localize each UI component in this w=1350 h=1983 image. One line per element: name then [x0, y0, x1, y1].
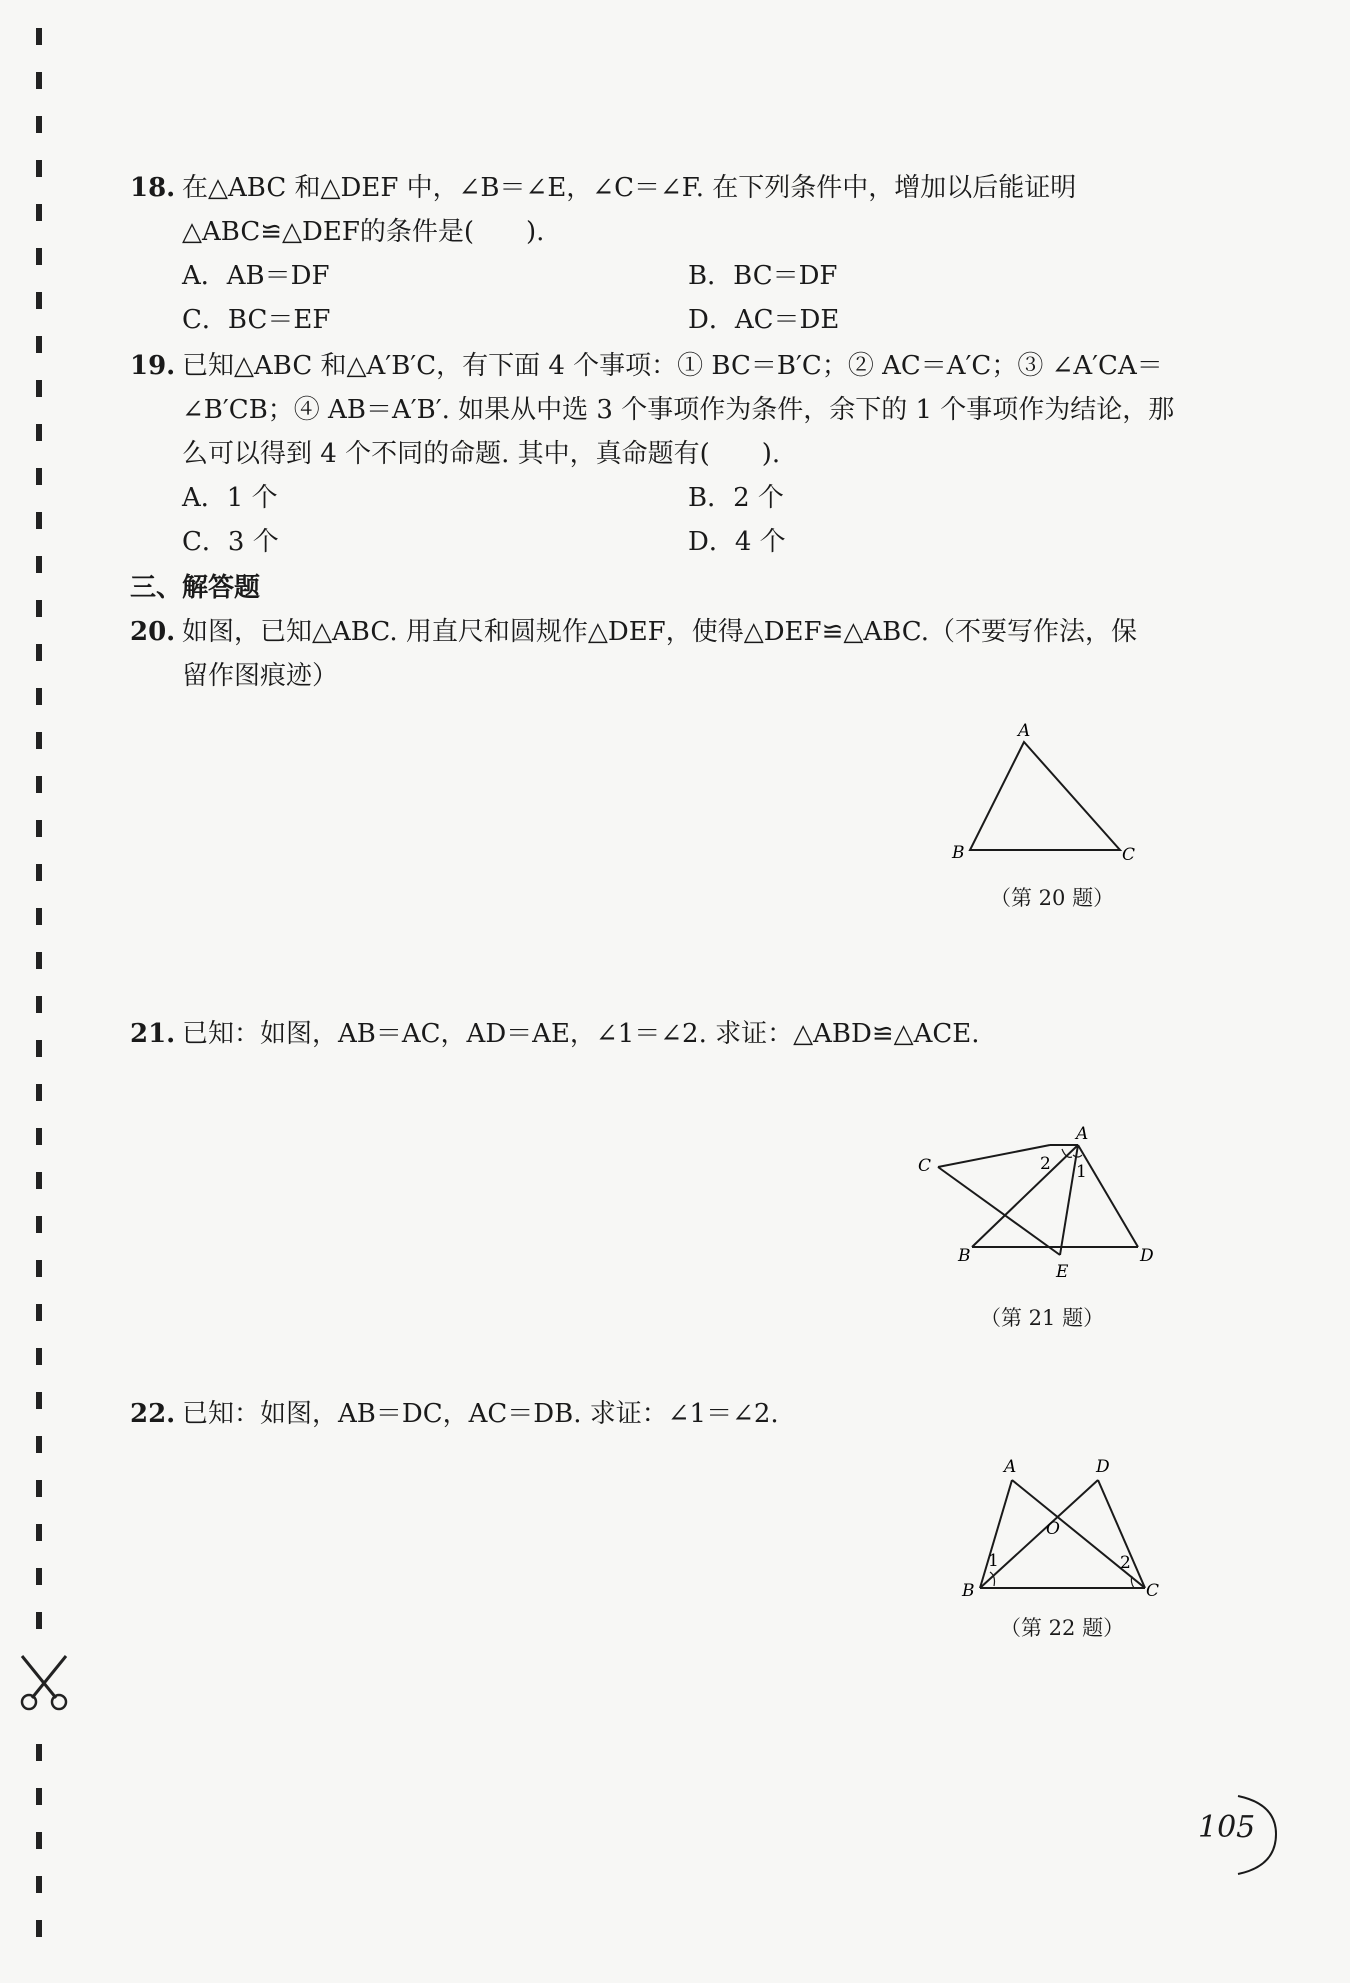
question-20	[130, 610, 1210, 698]
options-row	[182, 476, 1210, 520]
page-number-arc	[1232, 1790, 1282, 1880]
label-a: A	[1076, 1125, 1089, 1144]
question-21	[130, 1012, 1210, 1056]
label-a: A	[1004, 1457, 1017, 1477]
question-text-line: 留作图痕迹）	[182, 661, 339, 691]
label-b: B	[958, 1246, 971, 1266]
label-o: O	[1046, 1519, 1060, 1539]
label-c: C	[918, 1156, 932, 1176]
option-d: D．4 个	[688, 527, 786, 557]
option-a: A．AB＝DF	[182, 261, 330, 291]
option-b: B．2 个	[688, 483, 784, 513]
question-number: 18.	[130, 173, 176, 203]
label-c: C	[1146, 1581, 1160, 1601]
options-row	[182, 298, 1210, 342]
label-a: A	[1018, 721, 1031, 741]
figure-20	[940, 720, 1140, 870]
angle-label-1: 1	[1076, 1162, 1087, 1182]
question-number: 22.	[130, 1399, 176, 1429]
question-text-line: 已知：如图，AB＝DC，AC＝DB. 求证：∠1＝∠2.	[182, 1399, 779, 1429]
label-b: B	[962, 1581, 975, 1601]
label-c: C	[1122, 845, 1136, 865]
question-text-line: 已知△ABC 和△A′B′C，有下面 4 个事项：① BC＝B′C；② AC＝A′C；③ ∠A′CA＝	[182, 351, 1163, 381]
label-b: B	[952, 843, 965, 863]
question-text-line: △ABC≌△DEF的条件是( ).	[182, 217, 545, 247]
triangle-abc	[970, 742, 1120, 850]
question-text-line: 在△ABC 和△DEF 中，∠B＝∠E，∠C＝∠F. 在下列条件中，增加以后能证明	[182, 173, 1077, 203]
question-text-line: ∠B′CB；④ AB＝A′B′. 如果从中选 3 个事项作为条件，余下的 1 个事项作为结论，那	[182, 395, 1175, 425]
figure-caption: （第 20 题）	[990, 886, 1115, 910]
angle-label-2: 2	[1120, 1553, 1131, 1573]
figure-22	[950, 1450, 1170, 1610]
scissors-icon	[16, 1652, 72, 1712]
question-text-line: 么可以得到 4 个不同的命题. 其中，真命题有( ).	[182, 439, 781, 469]
angle-label-2: 2	[1040, 1154, 1051, 1174]
question-text-line: 已知：如图，AB＝AC，AD＝AE，∠1＝∠2. 求证：△ABD≌△ACE.	[182, 1019, 980, 1049]
option-b: B．BC＝DF	[688, 261, 838, 291]
options-row	[182, 520, 1210, 564]
label-d: D	[1096, 1457, 1110, 1477]
option-a: A．1 个	[182, 483, 278, 513]
option-d: D．AC＝DE	[688, 305, 840, 335]
question-18	[130, 166, 1210, 342]
page-number: 105	[1198, 1810, 1256, 1845]
angle-label-1: 1	[988, 1551, 999, 1571]
section-heading: 三、解答题	[130, 573, 261, 603]
option-c: C．BC＝EF	[182, 305, 331, 335]
label-e: E	[1056, 1262, 1069, 1282]
figure-caption: （第 21 题）	[980, 1306, 1105, 1330]
options-row	[182, 254, 1210, 298]
question-number: 19.	[130, 351, 176, 381]
question-22	[130, 1392, 1210, 1436]
question-number: 20.	[130, 617, 176, 647]
label-d: D	[1140, 1246, 1154, 1266]
question-19	[130, 344, 1210, 564]
option-c: C．3 个	[182, 527, 279, 557]
figure-caption: （第 22 题）	[1000, 1616, 1125, 1640]
question-number: 21.	[130, 1019, 176, 1049]
question-text-line: 如图，已知△ABC. 用直尺和圆规作△DEF，使得△DEF≌△ABC.（不要写作法，保	[182, 617, 1137, 647]
figure-21	[910, 1125, 1170, 1295]
